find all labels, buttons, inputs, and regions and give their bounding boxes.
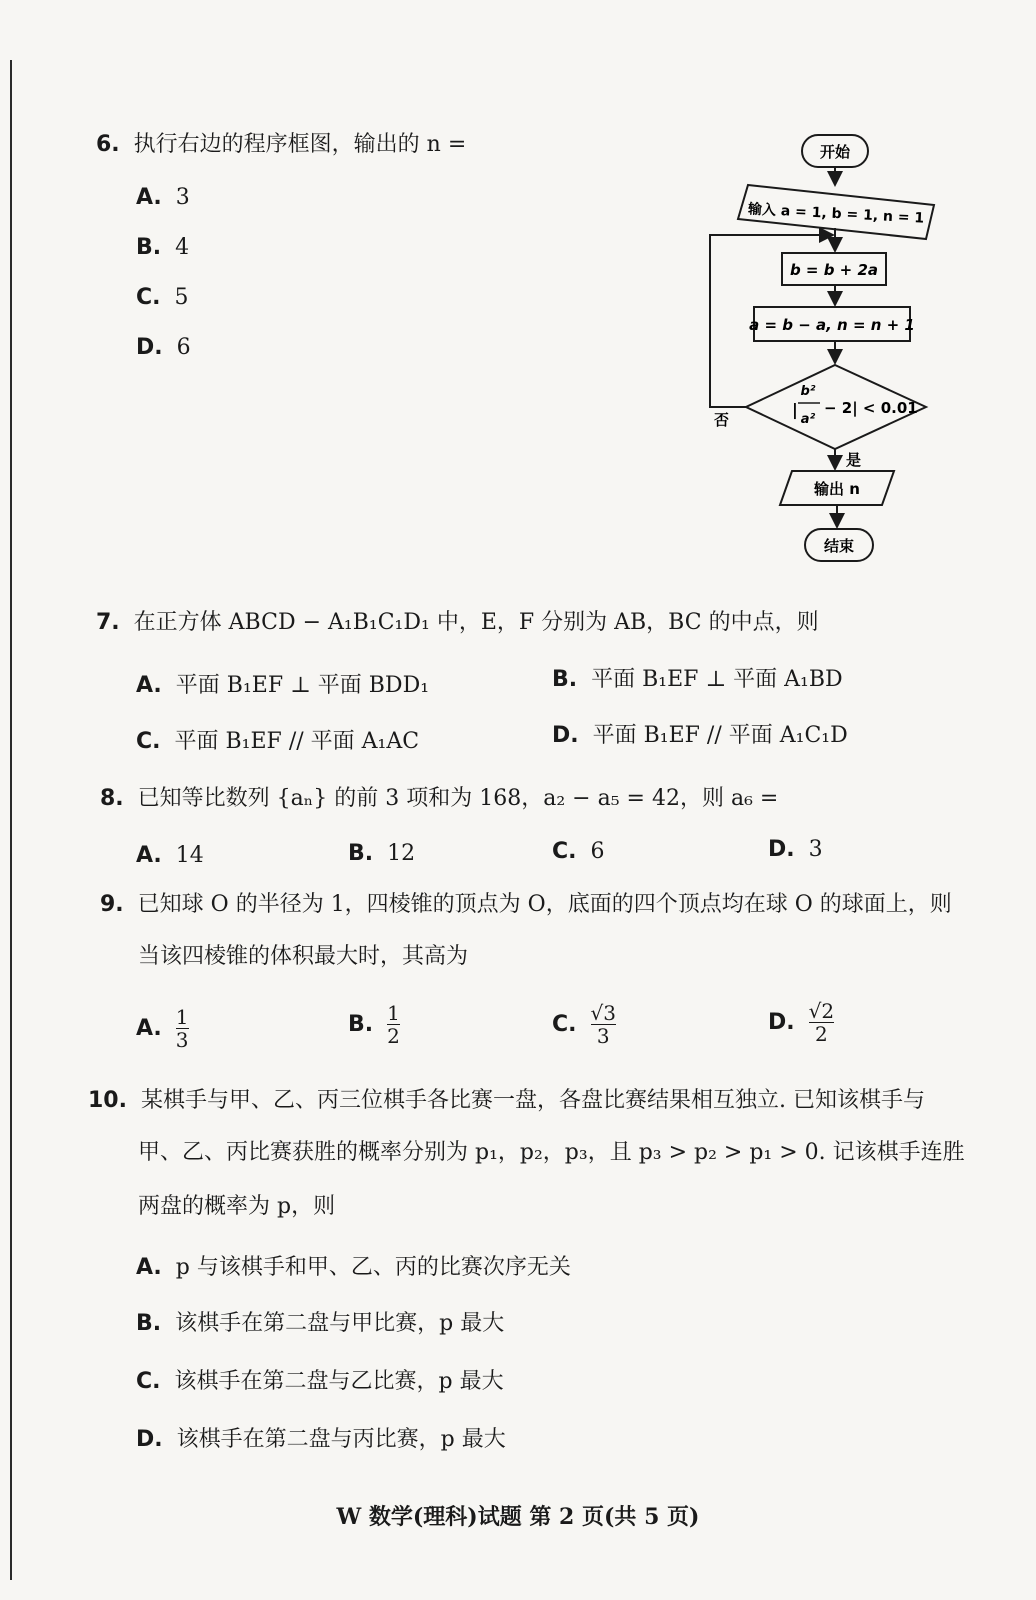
- q6-option-b: B. 4: [136, 235, 190, 260]
- flow-cond-numerator: b²: [800, 384, 816, 399]
- question-6: [96, 130, 466, 160]
- q9-option-a: A. $\frac{1}{3}$: [136, 1005, 189, 1052]
- q7-option-d: D. 平面 B₁EF // 平面 A₁C₁D: [552, 723, 848, 748]
- q9-option-b: B. $\frac{1}{2}$: [348, 1001, 400, 1048]
- program-flowchart: [690, 125, 950, 575]
- q10-option-b: B. 该棋手在第二盘与甲比赛，p 最大: [136, 1311, 505, 1336]
- question-9-line-2: 当该四棱锥的体积最大时，其高为: [138, 944, 469, 969]
- q9-option-d: D. $\frac{√2}{2}$: [768, 999, 835, 1046]
- q8-option-b: B. 12: [348, 841, 416, 866]
- q8-option-a: A. 14: [136, 843, 204, 868]
- question-stem: 已知等比数列 {aₙ} 的前 3 项和为 168，a₂ − a₅ = 42，则 a₆ =: [137, 786, 779, 811]
- question-stem: 在正方体 ABCD − A₁B₁C₁D₁ 中，E，F 分别为 AB，BC 的中点，则: [133, 610, 819, 635]
- q6-option-d: D. 6: [136, 335, 191, 360]
- q8-option-c: C. 6: [552, 839, 605, 864]
- q10-option-a: A. p 与该棋手和甲、乙、丙的比赛次序无关: [136, 1255, 571, 1280]
- flow-start-label: 开始: [819, 143, 851, 161]
- question-10-line-2: 甲、乙、丙比赛获胜的概率分别为 p₁，p₂，p₃，且 p₃ > p₂ > p₁ > 0. 记该棋手连胜: [138, 1140, 965, 1165]
- flow-cond-prefix: |: [792, 400, 798, 419]
- question-10-line-3: 两盘的概率为 p，则: [138, 1194, 336, 1219]
- q6-option-a: A. 3: [136, 185, 190, 210]
- flow-yes-label: 是: [846, 451, 862, 469]
- q7-option-c: C. 平面 B₁EF // 平面 A₁AC: [136, 729, 420, 754]
- page-footer: W 数学(理科)试题 第 2 页(共 5 页): [336, 1504, 700, 1530]
- q7-option-a: A. 平面 B₁EF ⊥ 平面 BDD₁: [136, 673, 430, 698]
- question-9: 9. 已知球 O 的半径为 1，四棱锥的顶点为 O，底面的四个顶点均在球 O 的球面上，则: [100, 892, 952, 917]
- flow-input-label: 输入 a = 1, b = 1, n = 1: [747, 201, 925, 227]
- q10-option-c: C. 该棋手在第二盘与乙比赛，p 最大: [136, 1369, 504, 1394]
- flow-no-label: 否: [714, 411, 730, 429]
- flow-step-1-label: b = b + 2a: [789, 261, 879, 279]
- question-7: 7. 在正方体 ABCD − A₁B₁C₁D₁ 中，E，F 分别为 AB，BC 的中点，则: [96, 610, 819, 635]
- flow-step-2-label: a = b − a, n = n + 1: [749, 316, 915, 334]
- q9-option-c: C. $\frac{√3}{3}$: [552, 1001, 616, 1048]
- fraction: $\frac{√3}{3}$: [590, 1001, 616, 1048]
- question-10: 10. 某棋手与甲、乙、丙三位棋手各比赛一盘，各盘比赛结果相互独立. 已知该棋手与: [88, 1088, 925, 1113]
- binding-margin-line: [10, 60, 12, 1580]
- flow-cond-suffix: − 2| < 0.01: [824, 399, 918, 417]
- question-8: 8. 已知等比数列 {aₙ} 的前 3 项和为 168，a₂ − a₅ = 42，则 a₆ =: [100, 786, 779, 811]
- question-stem-line-1: 某棋手与甲、乙、丙三位棋手各比赛一盘，各盘比赛结果相互独立. 已知该棋手与: [140, 1088, 925, 1113]
- flow-cond-denominator: a²: [800, 412, 816, 427]
- question-stem: 执行右边的程序框图，输出的 n =: [133, 132, 467, 157]
- question-number: 6.: [96, 132, 120, 157]
- q6-option-c: C. 5: [136, 285, 189, 310]
- question-stem-line-1: 已知球 O 的半径为 1，四棱锥的顶点为 O，底面的四个顶点均在球 O 的球面上，则: [137, 892, 952, 917]
- fraction: $\frac{√2}{2}$: [808, 999, 835, 1046]
- fraction: $\frac{1}{3}$: [175, 1005, 189, 1052]
- q10-option-d: D. 该棋手在第二盘与丙比赛，p 最大: [136, 1427, 506, 1452]
- flow-end-label: 结束: [823, 537, 855, 555]
- fraction: $\frac{1}{2}$: [387, 1001, 400, 1048]
- q7-option-b: B. 平面 B₁EF ⊥ 平面 A₁BD: [552, 667, 843, 692]
- q8-option-d: D. 3: [768, 837, 823, 862]
- flow-output-label: 输出 n: [814, 480, 860, 498]
